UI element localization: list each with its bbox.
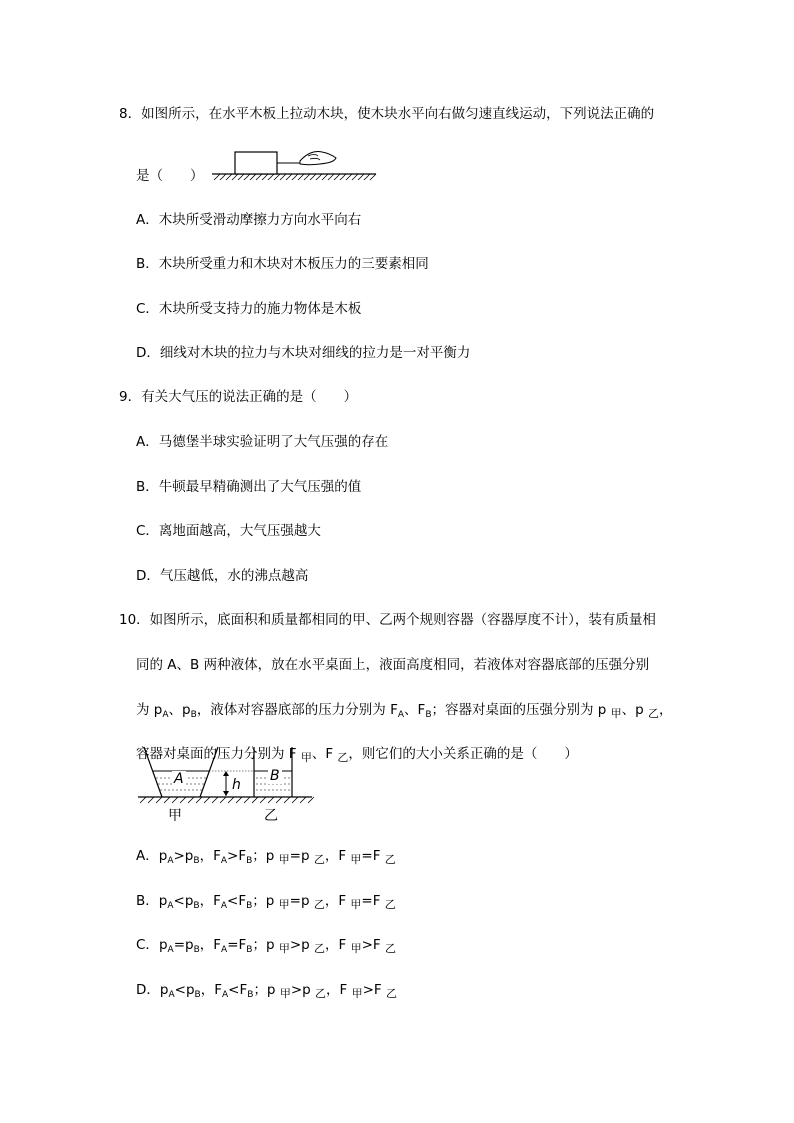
q10-stem-line2: 同的 A、B 两种液体，放在水平桌面上，液面高度相同，若液体对容器底部的压强分别	[136, 657, 650, 673]
q10-stem-line1: 10．如图所示，底面积和质量都相同的甲、乙两个规则容器（容器厚度不计），装有质量相	[119, 612, 656, 628]
q9-option-b: B．牛顿最早精确测出了大气压强的值	[136, 479, 362, 495]
q10-label-yi: 乙	[264, 808, 278, 824]
q10-stem-line3: 为 $p_A$、$p_B$，液体对容器底部的压力分别为 $F_A$、$F_B$；容器对桌面的压强分别为 p $_甲$、p $_乙$，	[136, 702, 673, 720]
q8-stem-line2: 是（ ）	[136, 168, 204, 184]
q9-option-a: A．马德堡半球实验证明了大气压强的存在	[136, 434, 389, 450]
q10-option-a: A．$p_A>p_B$，$F_A>F_B$；p $_甲$=p $_乙$，F $_甲$=F $_乙$	[136, 848, 396, 866]
q10-option-d: D．$p_A<p_B$，$F_A<F_B$；p $_甲$>p $_乙$，F $_甲$>F $_乙$	[136, 982, 397, 1000]
q10-label-height-h: h	[232, 777, 241, 793]
q10-label-jia: 甲	[168, 808, 182, 824]
q9-option-c: C．离地面越高，大气压强越大	[136, 523, 321, 539]
q8-option-a: A．木块所受滑动摩擦力方向水平向右	[136, 212, 362, 228]
q8-stem-line1: 8．如图所示，在水平木板上拉动木块，使木块水平向右做匀速直线运动，下列说法正确的	[119, 106, 655, 122]
q10-option-b: B．$p_A<p_B$，$F_A<F_B$；p $_甲$=p $_乙$，F $_甲$=F $_乙$	[136, 893, 396, 911]
q8-option-b: B．木块所受重力和木块对木板压力的三要素相同	[136, 256, 429, 272]
q9-stem: 9．有关大气压的说法正确的是（ ）	[119, 389, 358, 405]
q9-option-d: D．气压越低，水的沸点越高	[136, 568, 309, 584]
q10-stem-line4: 容器对桌面的压力分别为 F $_甲$、F $_乙$，则它们的大小关系正确的是（ ）	[136, 746, 578, 764]
q10-option-c: C．$p_A=p_B$，$F_A=F_B$；p $_甲$>p $_乙$，F $_甲$>F $_乙$	[136, 937, 396, 955]
q8-option-c: C．木块所受支持力的施力物体是木板	[136, 301, 362, 317]
q10-label-liquid-a: A	[174, 771, 184, 787]
q8-option-d: D．细线对木块的拉力与木块对细线的拉力是一对平衡力	[136, 345, 471, 361]
q8-figure-block-on-board	[210, 146, 380, 186]
q10-label-liquid-b: B	[270, 768, 280, 784]
q10-figure-containers	[136, 745, 316, 825]
